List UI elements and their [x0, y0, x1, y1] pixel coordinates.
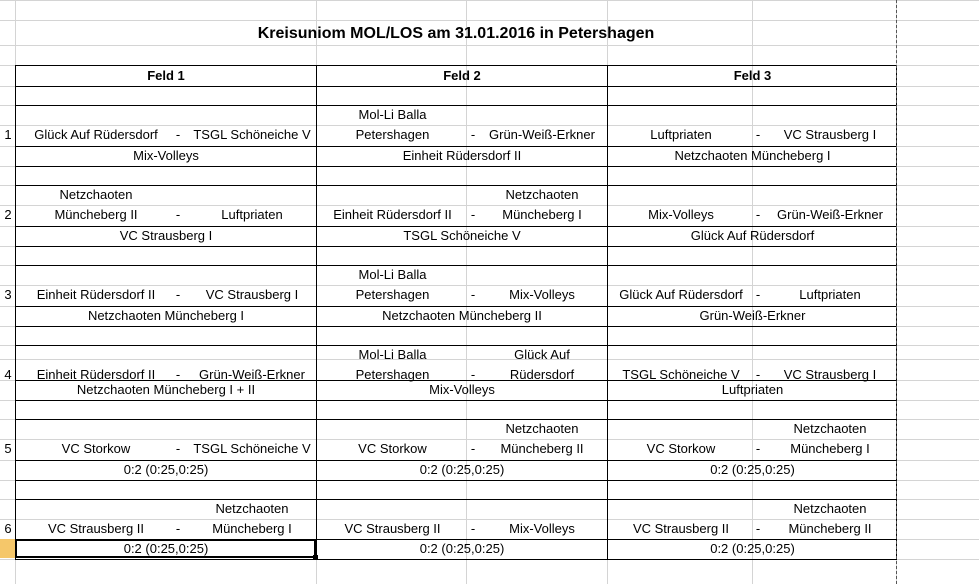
- team-a-cell[interactable]: TSGL Schöneiche V: [622, 367, 740, 382]
- table-border: [15, 326, 896, 327]
- referee-result-cell[interactable]: 0:2 (0:25,0:25): [710, 541, 795, 556]
- team-b-cell[interactable]: Netzchaoten: [793, 501, 867, 516]
- referee-result-cell[interactable]: 0:2 (0:25,0:25): [419, 541, 505, 556]
- match-dash: -: [175, 521, 181, 536]
- field-header-1[interactable]: Feld 1: [147, 68, 185, 83]
- match-dash: -: [175, 207, 181, 222]
- round-number[interactable]: 5: [4, 441, 12, 456]
- referee-result-cell[interactable]: Mix-Volleys: [133, 148, 199, 163]
- referee-result-cell[interactable]: TSGL Schöneiche V: [403, 228, 521, 243]
- table-border: [15, 246, 896, 247]
- team-b-cell[interactable]: Rüdersdorf: [509, 367, 575, 382]
- match-dash: -: [755, 127, 761, 142]
- match-dash: -: [175, 367, 181, 382]
- team-b-cell[interactable]: Mix-Volleys: [509, 287, 575, 302]
- team-b-cell[interactable]: Müncheberg II: [500, 441, 584, 456]
- team-b-cell[interactable]: Müncheberg I: [790, 441, 870, 456]
- team-b-cell[interactable]: Müncheberg I: [212, 521, 292, 536]
- grid-row-line: [0, 45, 979, 46]
- team-b-cell[interactable]: Netzchaoten: [505, 187, 579, 202]
- referee-result-cell[interactable]: Netzchaoten Müncheberg II: [382, 308, 542, 323]
- match-dash: -: [470, 287, 476, 302]
- team-a-cell[interactable]: VC Strausberg II: [632, 521, 730, 536]
- team-b-cell[interactable]: Grün-Weiß-Erkner: [777, 207, 883, 222]
- match-dash: -: [175, 127, 181, 142]
- field-header-3[interactable]: Feld 3: [733, 68, 772, 83]
- team-b-cell[interactable]: Müncheberg II: [788, 521, 872, 536]
- round-number[interactable]: 4: [4, 367, 12, 382]
- match-dash: -: [755, 521, 761, 536]
- team-a-cell[interactable]: Glück Auf Rüdersdorf: [34, 127, 158, 142]
- table-border: [15, 400, 896, 401]
- page-break-line: [896, 0, 897, 584]
- referee-result-cell[interactable]: VC Strausberg I: [119, 228, 213, 243]
- team-a-cell[interactable]: Petershagen: [355, 367, 430, 382]
- match-dash: -: [175, 287, 181, 302]
- table-border: [15, 86, 896, 87]
- match-dash: -: [755, 287, 761, 302]
- match-dash: -: [470, 127, 476, 142]
- team-a-cell[interactable]: Mol-Li Balla: [358, 267, 427, 282]
- referee-result-cell[interactable]: Glück Auf Rüdersdorf: [690, 228, 815, 243]
- round-number[interactable]: 6: [4, 521, 12, 536]
- team-a-cell[interactable]: Müncheberg II: [54, 207, 138, 222]
- round-number[interactable]: 3: [4, 287, 12, 302]
- team-b-cell[interactable]: VC Strausberg I: [783, 367, 877, 382]
- referee-result-cell[interactable]: 0:2 (0:25,0:25): [710, 462, 795, 477]
- team-a-cell[interactable]: VC Strausberg II: [344, 521, 441, 536]
- team-b-cell[interactable]: Müncheberg I: [502, 207, 582, 222]
- team-b-cell[interactable]: Grün-Weiß-Erkner: [199, 367, 305, 382]
- referee-result-cell[interactable]: Einheit Rüdersdorf II: [402, 148, 522, 163]
- team-b-cell[interactable]: TSGL Schöneiche V: [193, 441, 311, 456]
- match-dash: -: [755, 367, 761, 382]
- team-a-cell[interactable]: Einheit Rüdersdorf II: [36, 287, 156, 302]
- team-b-cell[interactable]: Netzchaoten: [505, 421, 579, 436]
- team-a-cell[interactable]: Mol-Li Balla: [358, 107, 427, 122]
- referee-result-cell[interactable]: Netzchaoten Müncheberg I: [674, 148, 831, 163]
- team-a-cell[interactable]: Netzchaoten: [59, 187, 133, 202]
- team-a-cell[interactable]: Mol-Li Balla: [358, 347, 427, 362]
- table-border: [15, 419, 896, 420]
- table-border: [15, 166, 896, 167]
- grid-row-line: [0, 20, 979, 21]
- table-border: [15, 499, 896, 500]
- team-a-cell[interactable]: Einheit Rüdersdorf II: [36, 367, 156, 382]
- match-dash: -: [470, 441, 476, 456]
- team-a-cell[interactable]: VC Strausberg II: [47, 521, 145, 536]
- team-a-cell[interactable]: Petershagen: [355, 287, 430, 302]
- match-dash: -: [175, 441, 181, 456]
- match-dash: -: [470, 521, 476, 536]
- field-header-2[interactable]: Feld 2: [443, 68, 481, 83]
- team-b-cell[interactable]: Grün-Weiß-Erkner: [489, 127, 595, 142]
- team-a-cell[interactable]: Einheit Rüdersdorf II: [333, 207, 452, 222]
- match-dash: -: [755, 207, 761, 222]
- referee-result-cell[interactable]: 0:2 (0:25,0:25): [123, 462, 209, 477]
- team-b-cell[interactable]: Luftpriaten: [221, 207, 283, 222]
- table-border: [15, 65, 896, 66]
- active-cell-selection[interactable]: [15, 539, 316, 558]
- table-border: [15, 559, 896, 560]
- match-dash: -: [755, 441, 761, 456]
- team-a-cell[interactable]: Luftpriaten: [650, 127, 712, 142]
- team-a-cell[interactable]: Petershagen: [355, 127, 430, 142]
- referee-result-cell[interactable]: Luftpriaten: [721, 382, 784, 397]
- team-b-cell[interactable]: Mix-Volleys: [509, 521, 575, 536]
- team-b-cell[interactable]: VC Strausberg I: [205, 287, 299, 302]
- referee-result-cell[interactable]: 0:2 (0:25,0:25): [123, 541, 209, 556]
- match-dash: -: [470, 367, 476, 382]
- match-dash: -: [470, 207, 476, 222]
- team-a-cell[interactable]: Mix-Volleys: [648, 207, 714, 222]
- referee-result-cell[interactable]: Mix-Volleys: [429, 382, 495, 397]
- team-b-cell[interactable]: TSGL Schöneiche V: [193, 127, 311, 142]
- referee-result-cell[interactable]: 0:2 (0:25,0:25): [419, 462, 505, 477]
- grid-row-line: [0, 0, 979, 1]
- referee-result-cell[interactable]: Netzchaoten Müncheberg I + II: [76, 382, 256, 397]
- sheet-title[interactable]: Kreisuniom MOL/LOS am 31.01.2016 in Petershagen: [257, 25, 655, 42]
- referee-result-cell[interactable]: Grün-Weiß-Erkner: [699, 308, 806, 323]
- team-b-cell[interactable]: VC Strausberg I: [783, 127, 877, 142]
- team-a-cell[interactable]: VC Storkow: [646, 441, 716, 456]
- team-a-cell[interactable]: Glück Auf Rüdersdorf: [619, 287, 743, 302]
- team-b-cell[interactable]: Luftpriaten: [799, 287, 861, 302]
- round-number[interactable]: 2: [4, 207, 12, 222]
- team-b-cell[interactable]: Netzchaoten: [215, 501, 289, 516]
- team-a-cell[interactable]: VC Storkow: [61, 441, 131, 456]
- team-b-cell[interactable]: Glück Auf: [514, 347, 570, 362]
- table-border: [15, 480, 896, 481]
- fill-handle[interactable]: [313, 555, 318, 560]
- selected-row-header: [0, 539, 15, 558]
- team-b-cell[interactable]: Netzchaoten: [793, 421, 867, 436]
- team-a-cell[interactable]: VC Storkow: [358, 441, 427, 456]
- round-number[interactable]: 1: [4, 127, 12, 142]
- referee-result-cell[interactable]: Netzchaoten Müncheberg I: [87, 308, 245, 323]
